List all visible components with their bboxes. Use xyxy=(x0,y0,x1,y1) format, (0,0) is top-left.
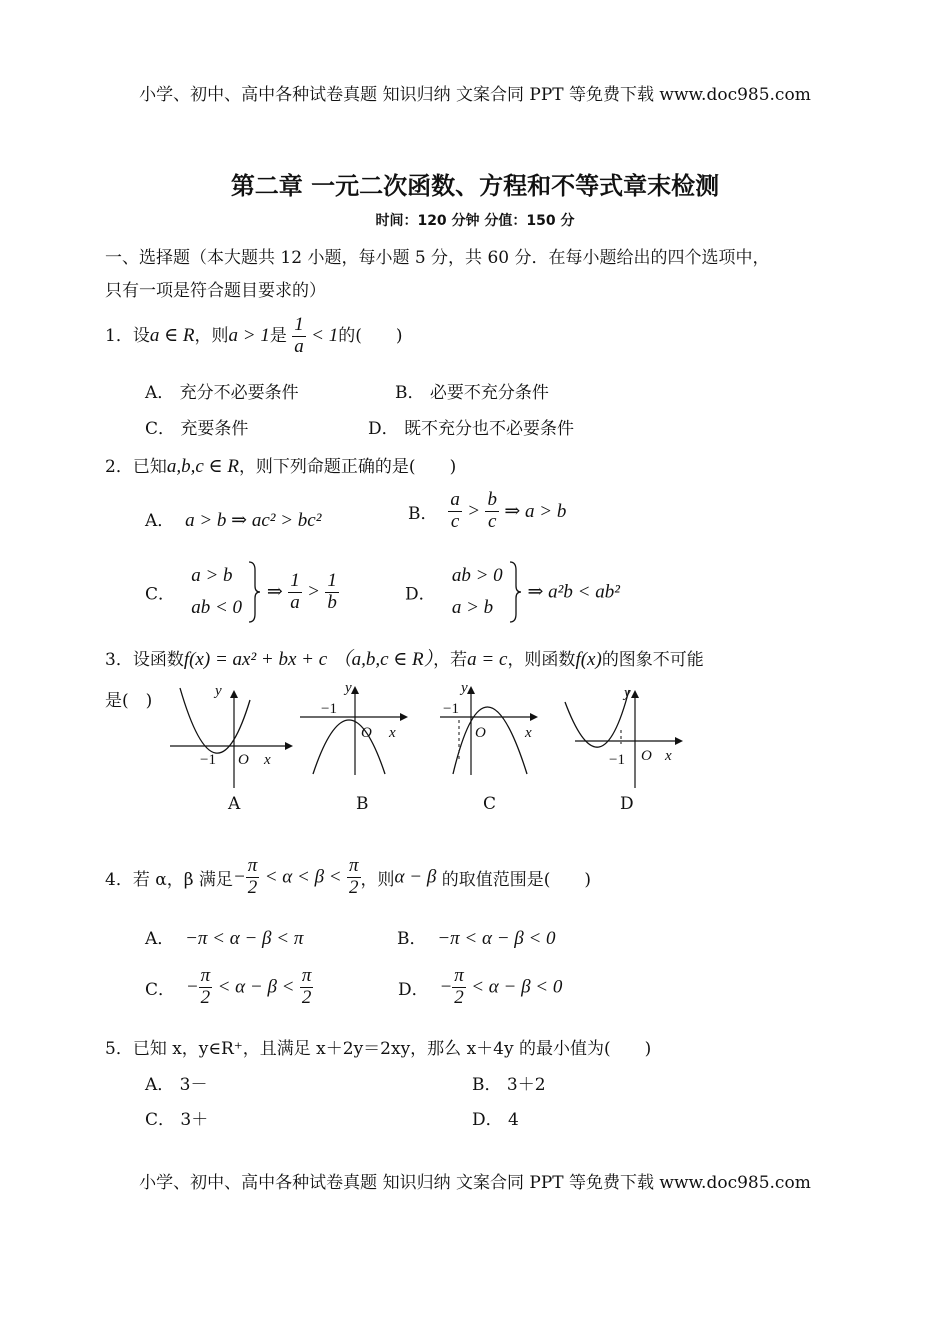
question-3: 3．设函数f(x) = ax² + bx + c （a,b,c ∈ R），若a = c，则函数f(x)的图象不可能 xyxy=(105,649,704,670)
q5-option-c: C． 3＋ xyxy=(145,1110,209,1130)
page-title: 第二章 一元二次函数、方程和不等式章末检测 xyxy=(230,172,720,200)
section-heading-line2: 只有一项是符合题目要求的） xyxy=(105,281,326,301)
q4-option-c: C． − $\frac{\pi}{2}$ < α − β < $\frac{\pi}{2}$ xyxy=(145,965,312,1008)
graph-label-d: D xyxy=(620,794,634,814)
question-1: 1．设a ∈ R，则a > 1是 $\frac{1}{a}$ < 1的( ) xyxy=(105,314,403,357)
graph-b xyxy=(300,680,408,775)
q4-option-a: A． −π < α − β < π xyxy=(145,928,304,949)
page-footer: 小学、初中、高中各种试卷真题 知识归纳 文案合同 PPT 等免费下载 www.doc985.com xyxy=(139,1173,811,1193)
q2-option-a: A． a > b ⇒ ac² > bc² xyxy=(145,510,322,531)
q3-line2: 是( ) xyxy=(105,691,153,711)
graph-label-a: A xyxy=(228,794,241,814)
question-2: 2．已知a,b,c ∈ R，则下列命题正确的是( ) xyxy=(105,456,457,477)
q5-option-b: B． 3＋2 xyxy=(472,1075,546,1095)
graph-a-y-label: y xyxy=(215,683,222,699)
q2-option-d: D． ab > 0 a > b ⇒ a²b < ab² xyxy=(405,560,620,624)
q3-graphs xyxy=(160,680,700,820)
graph-c-neg1: −1 xyxy=(443,701,459,717)
q4-option-d: D． − $\frac{\pi}{2}$ < α − β < 0 xyxy=(398,965,563,1008)
graph-label-c: C xyxy=(483,794,497,814)
q1-option-a: A． 充分不必要条件 xyxy=(145,383,299,403)
page-header: 小学、初中、高中各种试卷真题 知识归纳 文案合同 PPT 等免费下载 www.doc985.com xyxy=(139,85,811,105)
graph-d-y-label: y xyxy=(624,685,631,701)
exam-info: 时间：120 分钟 分值：150 分 xyxy=(375,213,575,229)
graph-b-x-label: x xyxy=(389,725,396,741)
graph-c-y-label: y xyxy=(461,680,468,696)
graph-d-x-label: x xyxy=(665,748,672,764)
graph-c xyxy=(440,680,538,775)
q1-option-d: D． 既不充分也不必要条件 xyxy=(368,419,575,439)
graph-d xyxy=(565,685,683,788)
graph-a-x-label: x xyxy=(264,752,271,768)
q2-option-c: C． a > b ab < 0 ⇒ $\frac{1}{a}$ > $\frac{1}{b}$ xyxy=(145,560,339,624)
graph-c-origin: O xyxy=(475,725,486,741)
q1-inequality: a > 1 xyxy=(228,325,270,346)
q2-c-brace xyxy=(247,560,261,624)
question-4: 4．若 α，β 满足− $\frac{\pi}{2}$ < α < β < $\frac{\pi}{2}$ ，则α − β 的取值范围是( ) xyxy=(105,855,591,898)
q1-number: 1．设 xyxy=(105,326,150,346)
q5-option-a: A． 3－ xyxy=(145,1075,208,1095)
q2-condition: a,b,c ∈ R xyxy=(166,456,239,477)
graph-b-neg1: −1 xyxy=(321,701,337,717)
q2-d-brace xyxy=(508,560,522,624)
graph-b-y-label: y xyxy=(345,680,352,696)
q1-condition: a ∈ R xyxy=(149,325,195,346)
graph-label-b: B xyxy=(356,794,369,814)
graph-a xyxy=(170,683,293,788)
q5-option-d: D． 4 xyxy=(472,1110,519,1130)
graph-c-x-label: x xyxy=(525,725,532,741)
q3-function: f(x) = ax² + bx + c xyxy=(183,649,328,670)
graph-a-neg1: −1 xyxy=(200,752,216,768)
q2-option-b: B． $\frac{a}{c}$ > $\frac{b}{c}$ ⇒ a > b xyxy=(408,489,567,532)
section-heading-line1: 一、选择题（本大题共 12 小题，每小题 5 分，共 60 分．在每小题给出的四个选项中， xyxy=(105,248,770,268)
question-5: 5．已知 x，y∈R⁺，且满足 x＋2y＝2xy，那么 x＋4y 的最小值为( ) xyxy=(105,1039,652,1059)
q1-fraction: $\frac{1}{a}$ xyxy=(294,314,304,357)
q1-option-b: B． 必要不充分条件 xyxy=(395,383,549,403)
q4-option-b: B． −π < α − β < 0 xyxy=(397,928,556,949)
graph-d-origin: O xyxy=(641,748,652,764)
graph-b-origin: O xyxy=(361,725,372,741)
graph-a-origin: O xyxy=(238,752,249,768)
q1-option-c: C． 充要条件 xyxy=(145,419,249,439)
graph-d-neg1: −1 xyxy=(609,752,625,768)
